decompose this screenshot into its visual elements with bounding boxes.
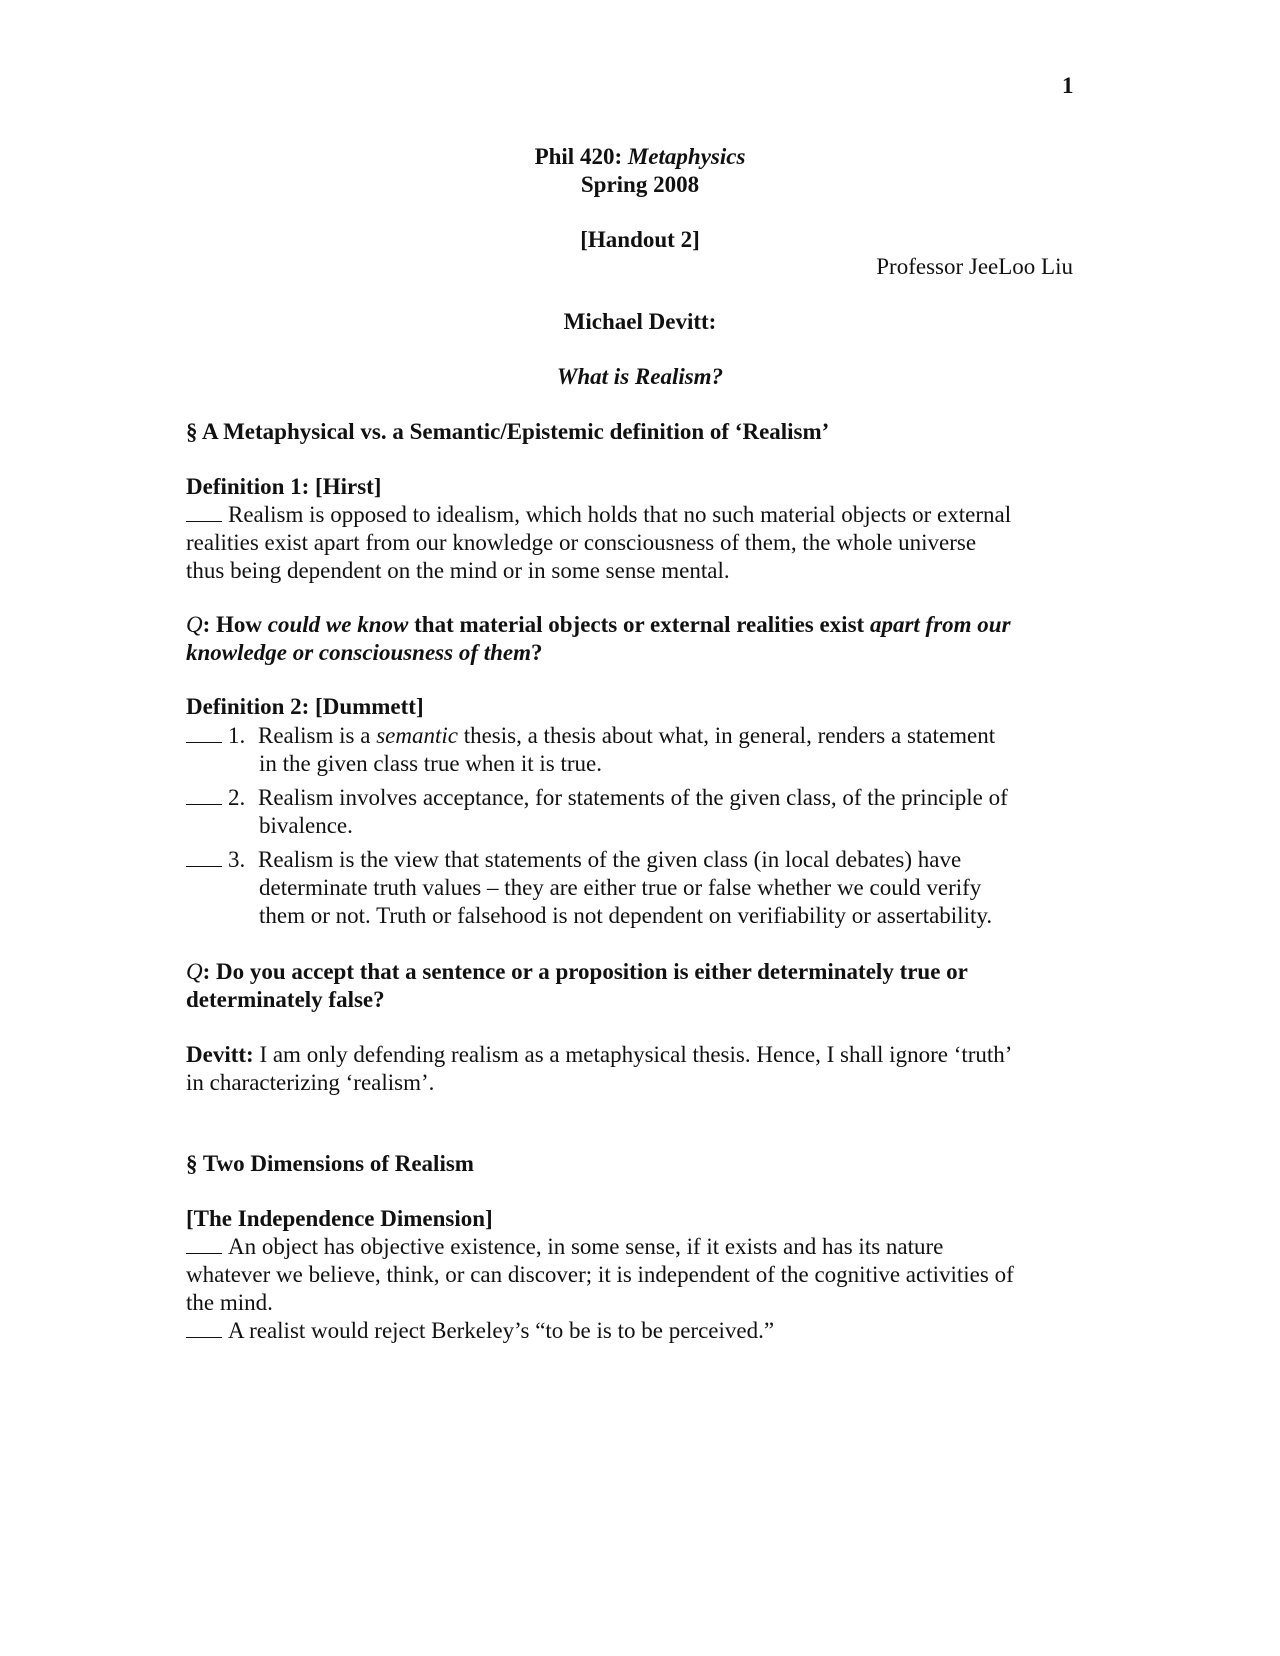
professor-name: Professor JeeLoo Liu	[876, 254, 1073, 279]
answer-blank	[186, 784, 222, 805]
course-code: Phil 420:	[534, 144, 623, 169]
author-heading: Michael Devitt:	[563, 309, 717, 334]
item-number: 2.	[228, 785, 246, 810]
berkeley-text: A realist would reject Berkeley’s “to be is to be perceived.”	[228, 1318, 775, 1343]
independence-line1	[186, 1233, 943, 1262]
q1-text-a: : How	[202, 612, 268, 637]
answer-blank	[186, 1233, 222, 1254]
independence-line3: the mind.	[186, 1290, 273, 1315]
q-label: Q	[186, 612, 203, 637]
definition2-item3	[186, 846, 961, 875]
item-number: 1.	[228, 723, 246, 748]
question2-line2: determinately false?	[186, 987, 385, 1012]
answer-blank	[186, 501, 222, 522]
definition1-line1	[186, 501, 1011, 530]
definition2-item3-line3: them or not. Truth or falsehood is not dependent on verifiability or assertability.	[259, 903, 993, 928]
item1-text-a: Realism is a	[258, 723, 377, 748]
item-number: 3.	[228, 847, 246, 872]
page-number: 1	[1062, 73, 1074, 98]
section2-heading: § Two Dimensions of Realism	[186, 1151, 474, 1176]
q1-text-c: that material objects or external realities exist	[408, 612, 870, 637]
definition2-heading: Definition 2: [Dummett]	[186, 694, 424, 719]
definition2-item2	[186, 784, 1008, 813]
devitt-line2: in characterizing ‘realism’.	[186, 1070, 435, 1095]
q-label: Q	[186, 959, 203, 984]
q1-text-b: could we know	[267, 612, 409, 637]
definition2-item1	[186, 722, 995, 751]
section1-heading: § A Metaphysical vs. a Semantic/Epistemic definition of ‘Realism’	[186, 419, 830, 444]
devitt-line1	[186, 1041, 1012, 1070]
definition2-item3-line2: determinate truth values – they are either true or false whether we could verify	[259, 875, 982, 900]
answer-blank	[186, 722, 222, 743]
independence-line2: whatever we believe, think, or can discover; it is independent of the cognitive activities of	[186, 1262, 1014, 1287]
handout-label: [Handout 2]	[580, 227, 700, 252]
definition1-line3: thus being dependent on the mind or in some sense mental.	[186, 558, 730, 583]
item2-text: Realism involves acceptance, for statements of the given class, of the principle of	[258, 785, 1008, 810]
answer-blank	[186, 1317, 222, 1338]
q1-text-f: ?	[531, 640, 543, 665]
question2-line1	[186, 958, 968, 987]
q1-text-e: knowledge or consciousness of them	[186, 640, 532, 665]
question1-line1	[186, 611, 1011, 640]
item1-text-b: semantic	[376, 723, 458, 748]
q2-text: : Do you accept that a sentence or a proposition is either determinately true or	[202, 959, 968, 984]
devitt-text: I am only defending realism as a metaphysical thesis. Hence, I shall ignore ‘truth’	[253, 1042, 1013, 1067]
devitt-label: Devitt:	[186, 1042, 254, 1067]
course-name: Metaphysics	[627, 144, 746, 169]
item1-text-c: thesis, a thesis about what, in general, renders a statement	[457, 723, 996, 748]
term: Spring 2008	[580, 172, 700, 197]
question1-line2	[186, 639, 543, 668]
item3-text: Realism is the view that statements of the given class (in local debates) have	[258, 847, 962, 872]
independence-text: An object has objective existence, in some sense, if it exists and has its nature	[228, 1234, 944, 1259]
reading-title: What is Realism?	[556, 364, 724, 389]
definition1-text: Realism is opposed to idealism, which holds that no such material objects or external	[228, 502, 1012, 527]
berkeley-line	[186, 1317, 774, 1346]
definition2-item2-line2: bivalence.	[259, 813, 353, 838]
course-title	[0, 143, 1280, 172]
answer-blank	[186, 846, 222, 867]
independence-heading: [The Independence Dimension]	[186, 1206, 493, 1231]
definition2-item1-line2: in the given class true when it is true.	[259, 751, 603, 776]
q1-text-d: apart from our	[869, 612, 1011, 637]
definition1-heading: Definition 1: [Hirst]	[186, 474, 382, 499]
definition1-line2: realities exist apart from our knowledge or consciousness of them, the whole universe	[186, 530, 977, 555]
